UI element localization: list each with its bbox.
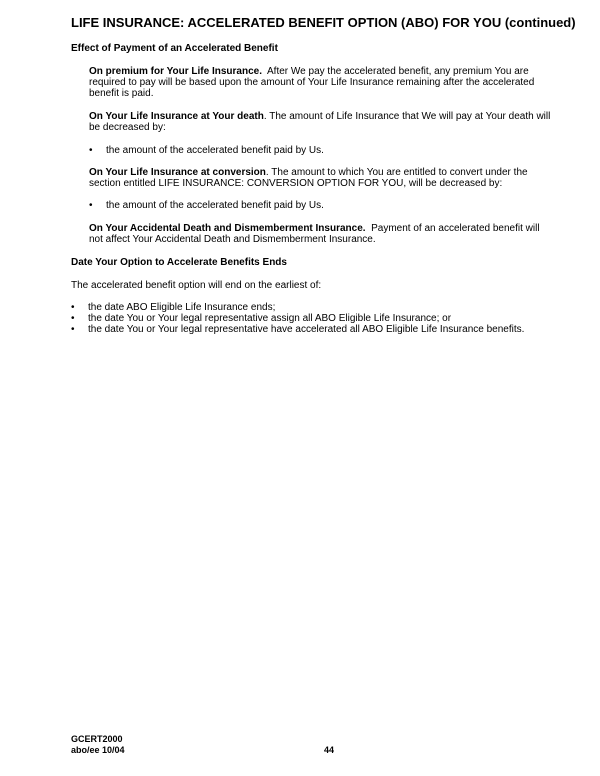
option-end-intro: The accelerated benefit option will end on the earliest of: [71,280,322,291]
death-text: . The amount of Life Insurance that We will pay at Your death will be decreased by: [89,111,551,133]
list-item [71,324,571,336]
add-label: On Your Accidental Death and Dismemberment Insurance. [89,223,366,234]
conversion-label: On Your Life Insurance at conversion [89,167,266,178]
premium-paragraph [89,66,549,99]
conversion-bullet-text: the amount of the accelerated benefit paid by Us. [106,200,324,211]
premium-text: After We pay the accelerated benefit, any premium You are required to pay will be based upon the amount of Your Life Insurance remaining after the accelerated benefit is paid. [89,66,535,99]
death-bullet-item [89,145,549,157]
premium-label: On premium for Your Life Insurance. [89,66,262,77]
list-item-text: the date You or Your legal representative assign all ABO Eligible Life Insurance; or [88,313,452,324]
footer-form-id: GCERT2000 [71,734,123,744]
section-heading-date-option-ends: Date Your Option to Accelerate Benefits Ends [71,257,287,268]
add-paragraph [89,223,549,245]
bullet-icon: • [71,324,75,335]
bullet-icon: • [71,313,75,324]
death-label: On Your Life Insurance at Your death [89,111,264,122]
list-item-text: the date You or Your legal representative have accelerated all ABO Eligible Life Insurance benefits. [88,324,525,335]
page-title: LIFE INSURANCE: ACCELERATED BENEFIT OPTION (ABO) FOR YOU (continued) [71,15,576,30]
page-number: 44 [324,745,335,755]
section-heading-effect-of-payment: Effect of Payment of an Accelerated Benefit [71,43,278,54]
conversion-text: . The amount to which You are entitled to convert under the section entitled LIFE INSURANCE: CONVERSION OPTION FOR YOU, will be decreased by: [89,167,528,189]
death-bullet-text: the amount of the accelerated benefit paid by Us. [106,145,324,156]
death-paragraph [89,111,554,133]
footer-form-code: abo/ee 10/04 [71,745,125,755]
bullet-icon: • [71,302,75,313]
list-item-text: the date ABO Eligible Life Insurance ends; [88,302,276,313]
conversion-paragraph [89,167,549,189]
bullet-icon: • [89,200,93,211]
conversion-bullet-item [89,200,549,212]
add-text: Payment of an accelerated benefit will not affect Your Accidental Death and Dismemberment Insurance. [89,223,540,245]
bullet-icon: • [89,145,93,156]
